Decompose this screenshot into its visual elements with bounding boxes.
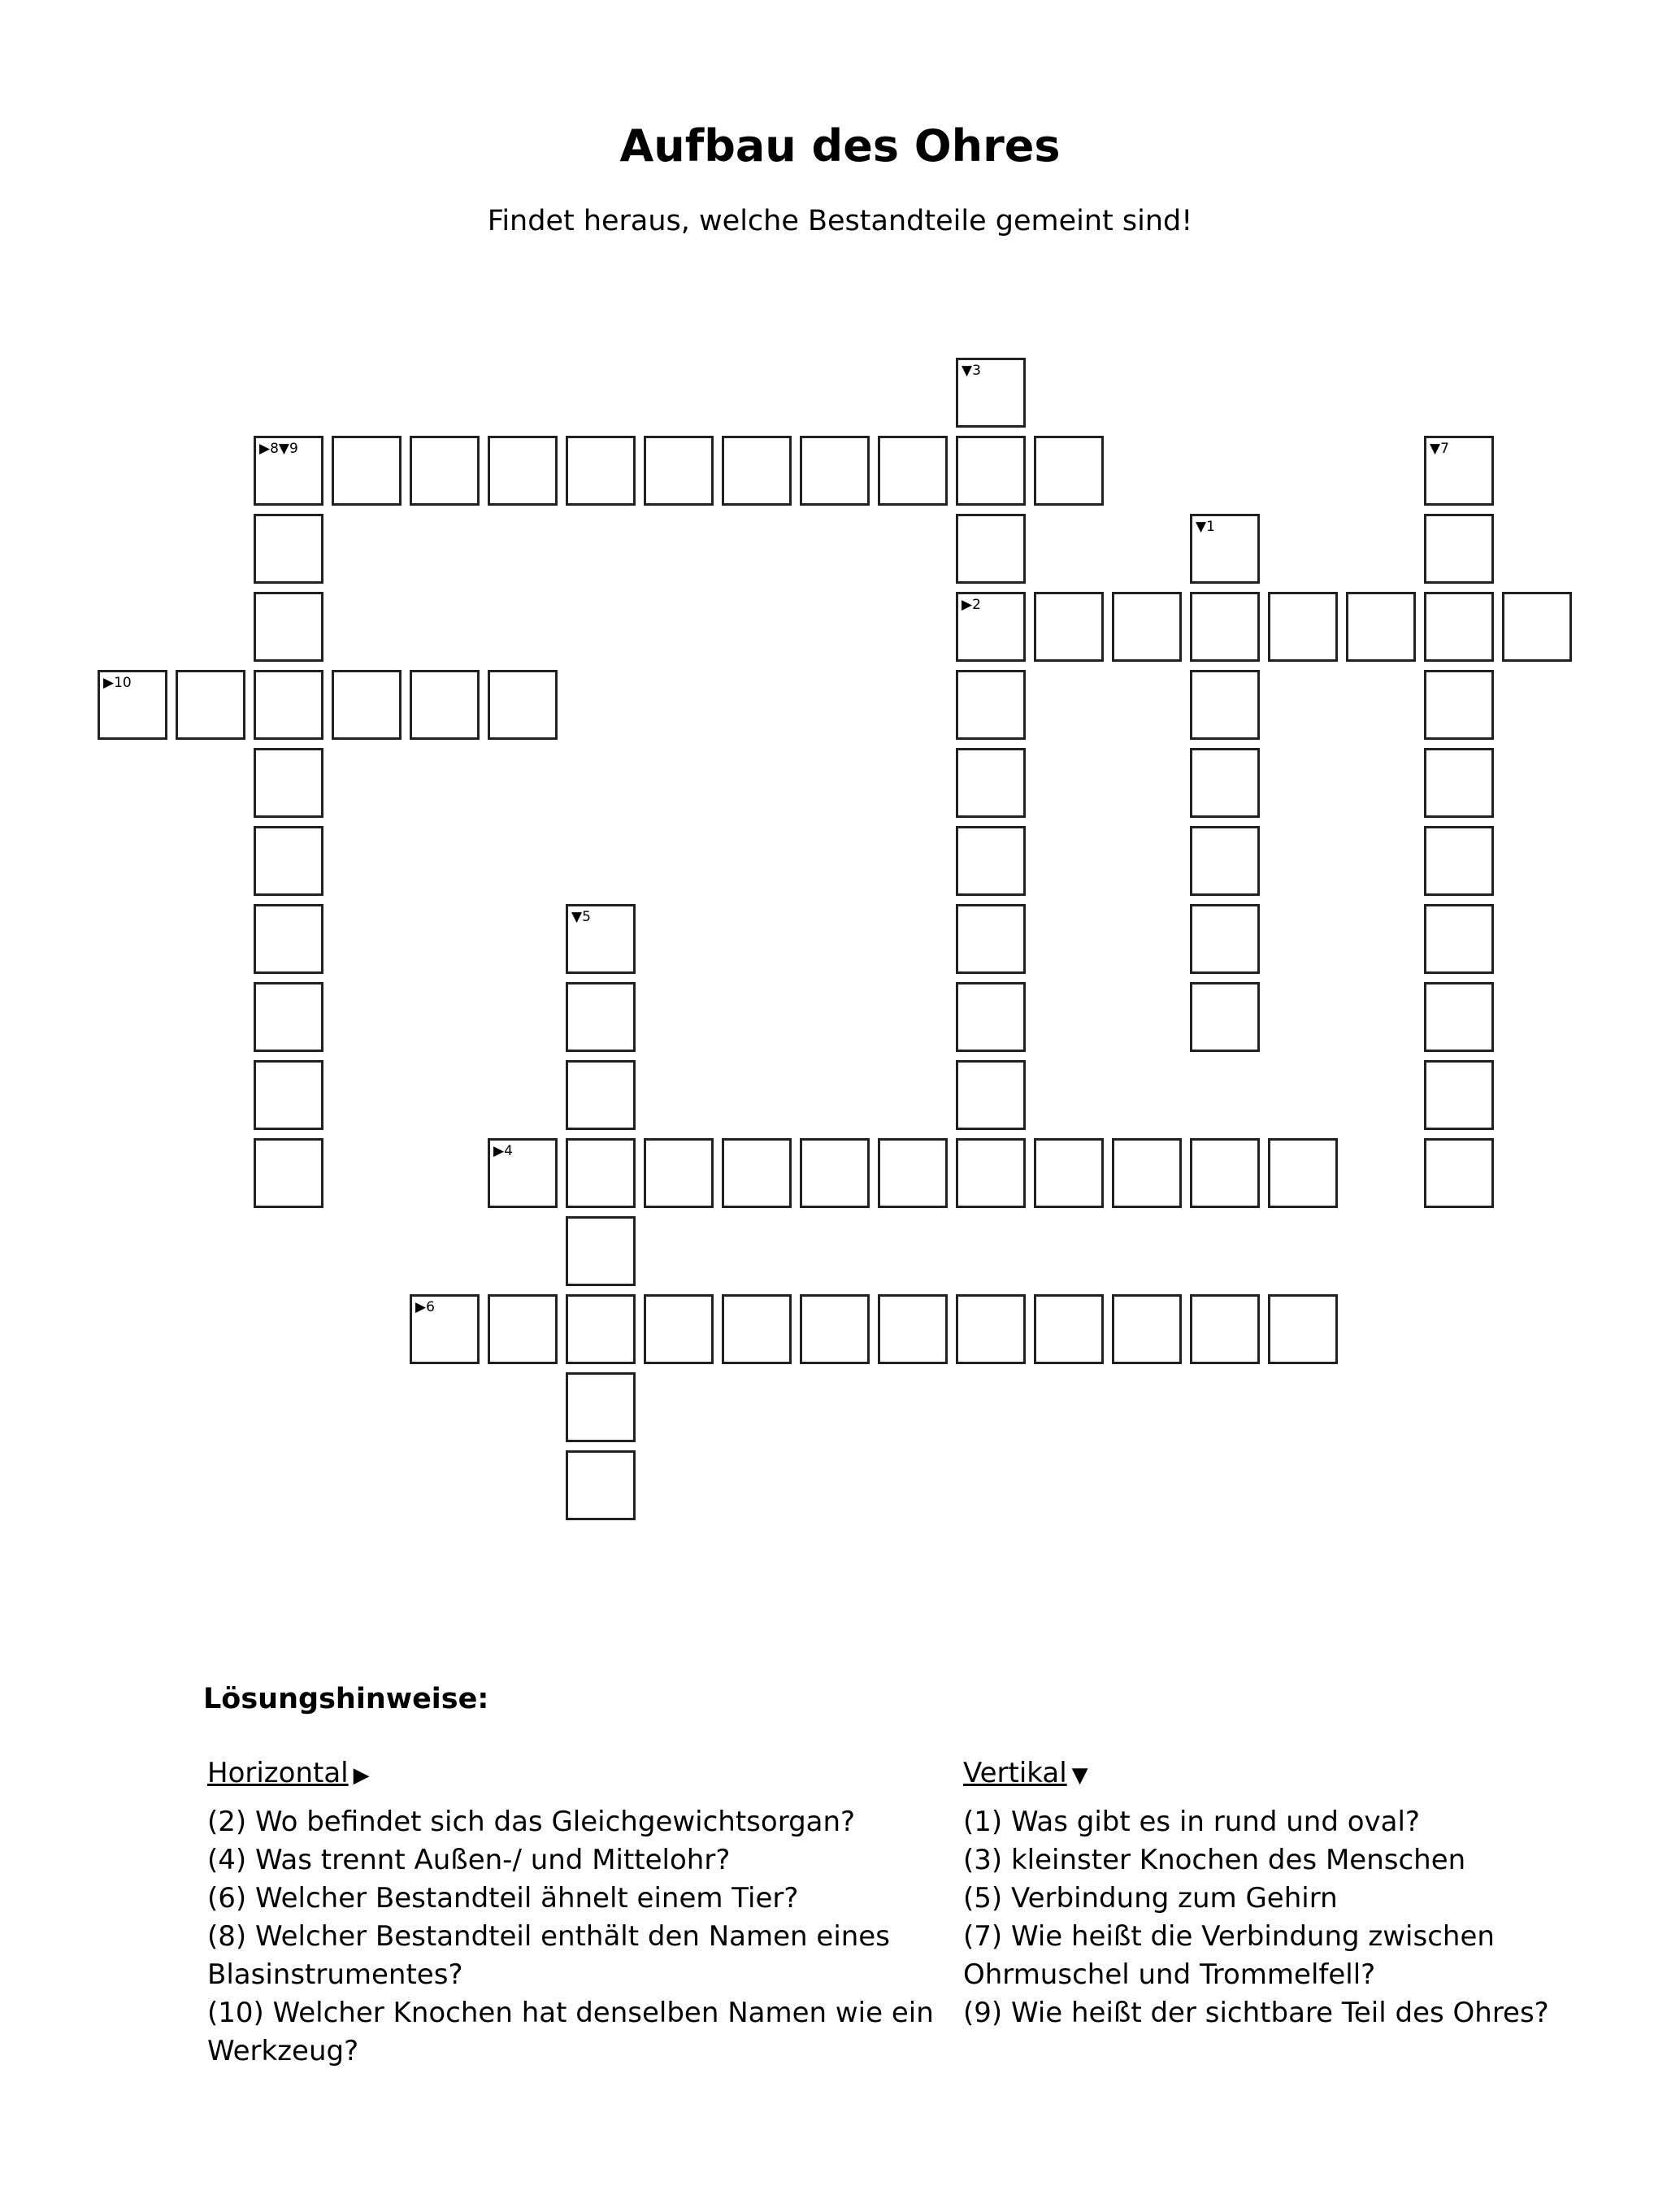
grid-cell[interactable]: [1424, 436, 1494, 506]
horizontal-title: Horizontal: [207, 1757, 349, 1789]
grid-cell[interactable]: [1424, 1060, 1494, 1130]
grid-cell[interactable]: [956, 826, 1026, 896]
grid-cell[interactable]: [722, 436, 792, 506]
grid-cell[interactable]: [878, 1294, 948, 1364]
grid-cell[interactable]: [1268, 1294, 1338, 1364]
grid-cell[interactable]: [1424, 826, 1494, 896]
clue-number: ▶6: [415, 1299, 435, 1315]
grid-cell[interactable]: [98, 670, 167, 740]
grid-cell[interactable]: [566, 1450, 636, 1520]
horizontal-clues: [207, 1754, 955, 2071]
grid-cell[interactable]: [332, 670, 402, 740]
clue-vertical-3: (3) kleinster Knochen des Menschen: [963, 1844, 1466, 1876]
grid-cell[interactable]: [254, 592, 323, 662]
grid-cell[interactable]: [878, 1138, 948, 1208]
vertical-heading: [963, 1754, 1662, 1795]
grid-cell[interactable]: [1034, 1294, 1104, 1364]
down-arrow-icon: ▼: [1071, 1763, 1088, 1788]
vertical-clues: [963, 1754, 1662, 2032]
grid-cell[interactable]: [956, 1060, 1026, 1130]
grid-cell[interactable]: [566, 1060, 636, 1130]
grid-cell[interactable]: [1190, 670, 1260, 740]
clue-vertical-1: (1) Was gibt es in rund und oval?: [963, 1806, 1420, 1838]
clue-number: ▼3: [962, 363, 981, 379]
grid-cell[interactable]: [254, 1060, 323, 1130]
grid-cell[interactable]: [410, 1294, 480, 1364]
grid-cell[interactable]: [488, 670, 558, 740]
clue-number: ▶2: [962, 597, 981, 613]
grid-cell[interactable]: [1424, 514, 1494, 584]
grid-cell[interactable]: [1190, 904, 1260, 974]
grid-cell[interactable]: [800, 436, 870, 506]
grid-cell[interactable]: [956, 1294, 1026, 1364]
grid-cell[interactable]: [566, 1216, 636, 1286]
grid-cell[interactable]: [1502, 592, 1572, 662]
grid-cell[interactable]: [176, 670, 245, 740]
grid-cell[interactable]: [956, 982, 1026, 1052]
grid-cell[interactable]: [1112, 1138, 1182, 1208]
grid-cell[interactable]: [800, 1138, 870, 1208]
grid-cell[interactable]: [1424, 748, 1494, 818]
grid-cell[interactable]: [566, 1372, 636, 1442]
grid-cell[interactable]: [1112, 1294, 1182, 1364]
grid-cell[interactable]: [956, 514, 1026, 584]
grid-cell[interactable]: [1190, 1138, 1260, 1208]
grid-cell[interactable]: [1034, 436, 1104, 506]
grid-cell[interactable]: [1424, 670, 1494, 740]
grid-cell[interactable]: [566, 982, 636, 1052]
grid-cell[interactable]: [410, 436, 480, 506]
clue-number: ▶10: [103, 675, 132, 691]
clue-number: ▼1: [1196, 519, 1215, 535]
grid-cell[interactable]: [566, 436, 636, 506]
grid-cell[interactable]: [254, 904, 323, 974]
grid-cell[interactable]: [1190, 592, 1260, 662]
clue-horizontal-6: (6) Welcher Bestandteil ähnelt einem Tier?: [207, 1882, 799, 1915]
grid-cell[interactable]: [1034, 1138, 1104, 1208]
grid-cell[interactable]: [878, 436, 948, 506]
grid-cell[interactable]: [566, 1138, 636, 1208]
grid-cell[interactable]: [488, 1138, 558, 1208]
clue-vertical-7: (7) Wie heißt die Verbindung zwischen Ohrmuschel und Trommelfell?: [963, 1920, 1495, 1991]
grid-cell[interactable]: [722, 1294, 792, 1364]
grid-cell[interactable]: [644, 1138, 714, 1208]
clue-number: ▼7: [1430, 441, 1449, 457]
clue-horizontal-8: (8) Welcher Bestandteil enthält den Namen eines Blasinstrumentes?: [207, 1920, 890, 1991]
grid-cell[interactable]: [1112, 592, 1182, 662]
grid-cell[interactable]: [488, 436, 558, 506]
grid-cell[interactable]: [956, 904, 1026, 974]
clue-horizontal-4: (4) Was trennt Außen-/ und Mittelohr?: [207, 1844, 731, 1876]
grid-cell[interactable]: [1190, 1294, 1260, 1364]
clue-number: ▶8▼9: [259, 441, 298, 457]
vertical-title: Vertikal: [963, 1757, 1067, 1789]
page-title: Aufbau des Ohres: [619, 120, 1061, 172]
grid-cell[interactable]: [956, 670, 1026, 740]
grid-cell[interactable]: [1268, 592, 1338, 662]
grid-cell[interactable]: [254, 436, 323, 506]
grid-cell[interactable]: [1190, 826, 1260, 896]
grid-cell[interactable]: [800, 1294, 870, 1364]
clue-vertical-9: (9) Wie heißt der sichtbare Teil des Ohres?: [963, 1997, 1549, 2029]
grid-cell[interactable]: [254, 982, 323, 1052]
grid-cell[interactable]: [332, 436, 402, 506]
grid-cell[interactable]: [956, 1138, 1026, 1208]
hints-heading: Lösungshinweise:: [203, 1683, 489, 1715]
grid-cell[interactable]: [1190, 514, 1260, 584]
grid-cell[interactable]: [254, 670, 323, 740]
grid-cell[interactable]: [956, 436, 1026, 506]
grid-cell[interactable]: [1034, 592, 1104, 662]
grid-cell[interactable]: [1190, 748, 1260, 818]
grid-cell[interactable]: [254, 748, 323, 818]
clue-horizontal-2: (2) Wo befindet sich das Gleichgewichtsorgan?: [207, 1806, 856, 1838]
grid-cell[interactable]: [1424, 904, 1494, 974]
grid-cell[interactable]: [956, 358, 1026, 428]
right-arrow-icon: ▶: [353, 1763, 370, 1788]
grid-cell[interactable]: [1268, 1138, 1338, 1208]
grid-cell[interactable]: [956, 592, 1026, 662]
grid-cell[interactable]: [410, 670, 480, 740]
grid-cell[interactable]: [566, 1294, 636, 1364]
grid-cell[interactable]: [644, 1294, 714, 1364]
grid-cell[interactable]: [1346, 592, 1416, 662]
clue-number: ▶4: [493, 1143, 513, 1159]
grid-cell[interactable]: [1190, 982, 1260, 1052]
grid-cell[interactable]: [644, 436, 714, 506]
grid-cell[interactable]: [488, 1294, 558, 1364]
grid-cell[interactable]: [566, 904, 636, 974]
grid-cell[interactable]: [254, 1138, 323, 1208]
grid-cell[interactable]: [1424, 592, 1494, 662]
grid-cell[interactable]: [254, 826, 323, 896]
clue-horizontal-10: (10) Welcher Knochen hat denselben Namen wie ein Werkzeug?: [207, 1997, 934, 2067]
grid-cell[interactable]: [1424, 982, 1494, 1052]
grid-cell[interactable]: [254, 514, 323, 584]
grid-cell[interactable]: [956, 748, 1026, 818]
page-subtitle: Findet heraus, welche Bestandteile gemeint sind!: [487, 205, 1193, 237]
horizontal-heading: [207, 1754, 955, 1795]
grid-cell[interactable]: [722, 1138, 792, 1208]
clue-vertical-5: (5) Verbindung zum Gehirn: [963, 1882, 1338, 1915]
grid-cell[interactable]: [1424, 1138, 1494, 1208]
clue-number: ▼5: [571, 909, 591, 925]
